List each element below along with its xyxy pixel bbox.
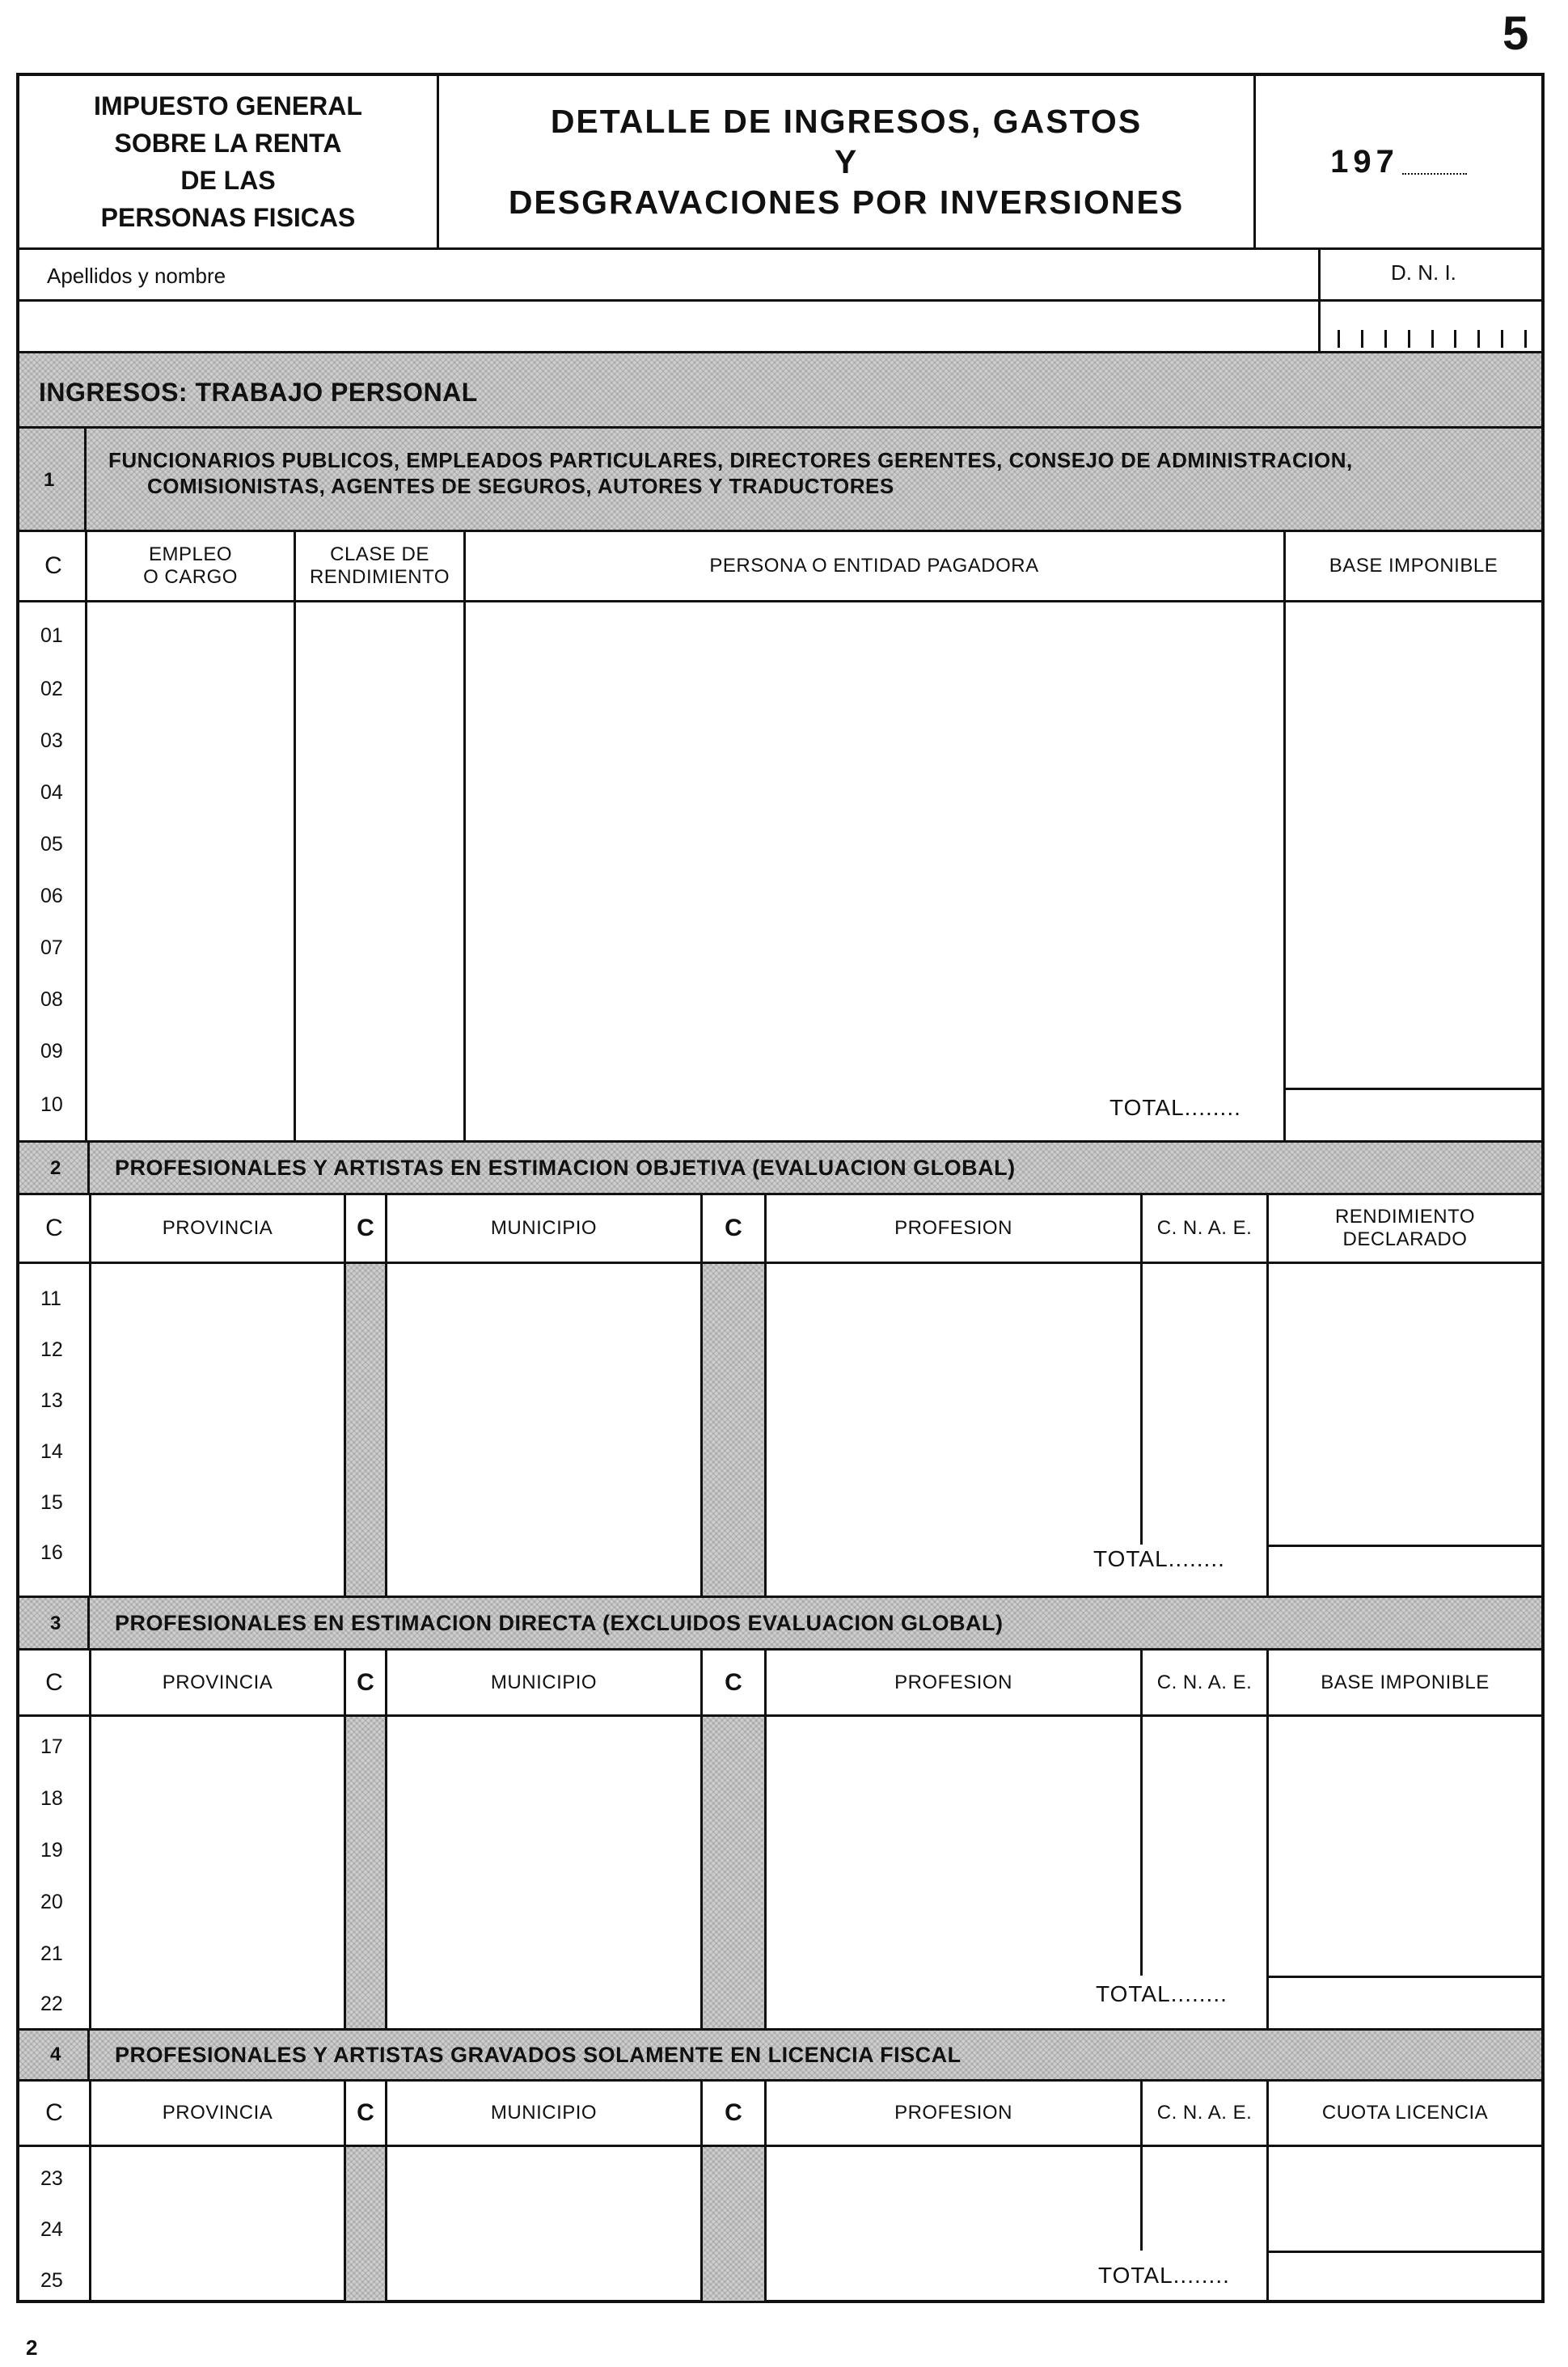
sec2-title-band <box>19 1143 1541 1193</box>
sec4-col-c: C <box>45 2099 63 2126</box>
sec4-title: PROFESIONALES Y ARTISTAS GRAVADOS SOLAMENTE EN LICENCIA FISCAL <box>115 2043 962 2067</box>
sec4-col-municipio: MUNICIPIO <box>490 2102 598 2124</box>
tax-name-box <box>19 76 437 247</box>
sec4-number: 4 <box>50 2044 61 2065</box>
dni-label: D. N. I. <box>1391 260 1456 285</box>
sec4-row-code: 24 <box>40 2218 63 2241</box>
sec1-row-code: 09 <box>40 1040 63 1063</box>
sec1-row-code: 04 <box>40 781 63 804</box>
sec3-row-code: 22 <box>40 1993 63 2015</box>
sec3-col-provincia: PROVINCIA <box>162 1671 273 1693</box>
section-title-band <box>19 353 1541 426</box>
sec4-col-cnae: C. N. A. E. <box>1156 2102 1253 2124</box>
sec2-entry-area[interactable] <box>93 1266 1264 1537</box>
page-number: 5 <box>1502 7 1529 60</box>
sec4-col-c3: C <box>725 2099 742 2126</box>
sec4-col-cuota: CUOTA LICENCIA <box>1321 2102 1489 2124</box>
tax-name-line: IMPUESTO GENERAL <box>94 91 362 120</box>
sec2-title: PROFESIONALES Y ARTISTAS EN ESTIMACION OBJETIVA (EVALUACION GLOBAL) <box>115 1156 1016 1180</box>
sec2-row-code: 11 <box>40 1287 61 1310</box>
sec2-row-code: 15 <box>40 1491 63 1514</box>
sec3-row-code: 17 <box>40 1735 63 1758</box>
form-title-box <box>439 76 1253 247</box>
sec1-row-code: 08 <box>40 988 63 1011</box>
sec2-number: 2 <box>50 1157 61 1179</box>
sec1-row-code: 05 <box>40 833 63 856</box>
sec3-title-band <box>19 1598 1541 1648</box>
sec1-row-code: 01 <box>40 624 63 647</box>
sec1-row-code: 07 <box>40 936 63 959</box>
sec2-col-c3: C <box>725 1215 742 1241</box>
sec4-total-input[interactable] <box>1271 2255 1540 2300</box>
sec3-title: PROFESIONALES EN ESTIMACION DIRECTA (EXCLUIDOS EVALUACION GLOBAL) <box>115 1611 1004 1635</box>
footer-number: 2 <box>26 2335 38 2360</box>
sec3-number: 3 <box>50 1613 61 1634</box>
sec4-row-code: 23 <box>40 2167 63 2190</box>
sec3-col-profesion: PROFESION <box>894 1671 1012 1693</box>
section-title: INGRESOS: TRABAJO PERSONAL <box>39 378 478 407</box>
sec2-total-input[interactable] <box>1271 1549 1540 1592</box>
sec2-row-code: 14 <box>40 1440 63 1463</box>
sec2-col-provincia: PROVINCIA <box>162 1217 273 1240</box>
sec3-col-municipio: MUNICIPIO <box>490 1671 598 1693</box>
sec1-row-code: 10 <box>40 1093 63 1116</box>
dni-input[interactable] <box>1326 304 1538 351</box>
form-title-line: DESGRAVACIONES POR INVERSIONES <box>508 184 1185 221</box>
sec1-title-line: FUNCIONARIOS PUBLICOS, EMPLEADOS PARTICULARES, DIRECTORES GERENTES, CONSEJO DE ADMINISTRACION, <box>108 448 1353 472</box>
sec1-number: 1 <box>44 469 55 491</box>
form-title-line: Y <box>834 143 859 180</box>
sec1-total-label: TOTAL........ <box>1109 1095 1241 1120</box>
sec1-col-base: BASE IMPONIBLE <box>1329 555 1498 577</box>
tax-name-line: PERSONAS FISICAS <box>100 203 356 232</box>
tax-name-line: SOBRE LA RENTA <box>114 129 342 158</box>
sec4-col-c2: C <box>357 2099 374 2126</box>
sec1-col-persona: PERSONA O ENTIDAD PAGADORA <box>709 555 1039 577</box>
sec3-col-cnae: C. N. A. E. <box>1156 1671 1253 1693</box>
sec4-row-code: 25 <box>40 2269 63 2292</box>
sec1-title-band <box>19 429 1541 530</box>
sec3-row-code: 19 <box>40 1839 63 1862</box>
sec3-total-input[interactable] <box>1271 1980 1540 2025</box>
sec4-col-provincia: PROVINCIA <box>162 2102 273 2124</box>
sec1-col-clase: CLASE DE RENDIMIENTO <box>309 543 450 588</box>
sec1-row-code: 03 <box>40 729 63 752</box>
sec2-col-cnae: C. N. A. E. <box>1156 1217 1253 1240</box>
sec2-col-municipio: MUNICIPIO <box>490 1217 598 1240</box>
sec1-row-code: 02 <box>40 678 63 700</box>
sec2-row-code: 12 <box>40 1338 63 1361</box>
sec2-col-rendimiento: RENDIMIENTO DECLARADO <box>1334 1206 1476 1250</box>
sec3-col-c3: C <box>725 1668 742 1696</box>
sec2-total-label: TOTAL........ <box>1093 1546 1225 1571</box>
sec3-col-c2: C <box>357 1668 374 1696</box>
year-prefix: 197 <box>1330 143 1399 180</box>
sec2-row-code: 16 <box>40 1541 63 1564</box>
sec4-col-profesion: PROFESION <box>894 2102 1012 2124</box>
sec2-col-c: C <box>45 1215 63 1241</box>
sec1-row-code: 06 <box>40 885 63 907</box>
sec3-entry-area[interactable] <box>93 1719 1264 1970</box>
sec2-col-c2: C <box>357 1215 374 1241</box>
sec1-entry-area[interactable] <box>89 605 1281 1082</box>
sec3-row-code: 18 <box>40 1787 63 1810</box>
sec3-row-code: 21 <box>40 1942 63 1965</box>
sec1-col-empleo: EMPLEO O CARGO <box>143 543 238 588</box>
sec3-col-base: BASE IMPONIBLE <box>1321 1671 1490 1693</box>
sec3-col-c: C <box>45 1668 63 1696</box>
sec2-col-profesion: PROFESION <box>894 1217 1012 1240</box>
sec4-title-band <box>19 2031 1541 2079</box>
sec4-total-label: TOTAL........ <box>1098 2263 1230 2288</box>
name-input[interactable] <box>24 304 1310 351</box>
sec3-row-code: 20 <box>40 1891 63 1913</box>
name-label: Apellidos y nombre <box>47 264 226 288</box>
sec1-total-input[interactable] <box>1287 1092 1540 1137</box>
year-input[interactable] <box>1402 149 1467 175</box>
sec2-row-code: 13 <box>40 1389 63 1412</box>
sec4-entry-area[interactable] <box>93 2149 1264 2247</box>
tax-name-line: DE LAS <box>180 166 276 195</box>
sec1-col-c: C <box>44 552 62 579</box>
sec3-total-label: TOTAL........ <box>1096 1981 1228 2006</box>
form-title-line: DETALLE DE INGRESOS, GASTOS <box>550 103 1143 140</box>
sec1-title-line: COMISIONISTAS, AGENTES DE SEGUROS, AUTORES Y TRADUCTORES <box>147 474 894 498</box>
year-box <box>1256 76 1541 247</box>
